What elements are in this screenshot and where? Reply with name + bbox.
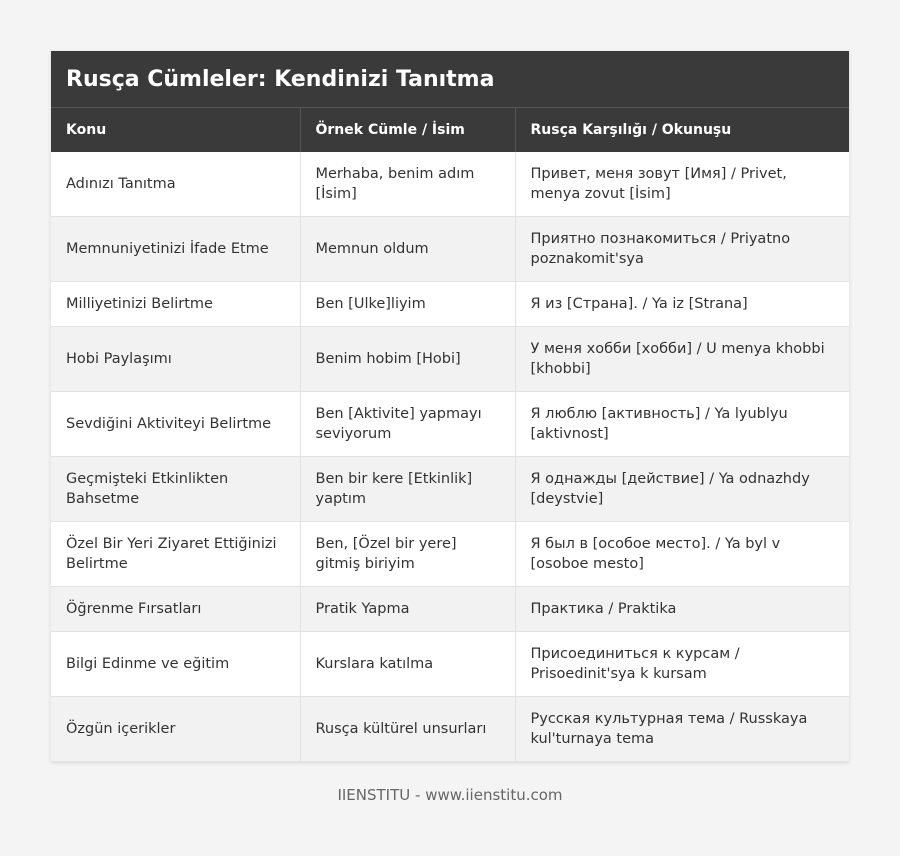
column-header-topic: Konu (51, 108, 300, 152)
cell-russian: Я люблю [активность] / Ya lyublyu [aktivnost] (515, 392, 849, 457)
cell-topic: Özel Bir Yeri Ziyaret Ettiğinizi Belirtme (51, 522, 300, 587)
table-row (51, 392, 849, 457)
cell-russian: Я был в [особое место]. / Ya byl v [osoboe mesto] (515, 522, 849, 587)
cell-example: Memnun oldum (300, 217, 515, 282)
cell-russian: Привет, меня зовут [Имя] / Privet, menya zovut [İsim] (515, 152, 849, 217)
cell-russian: Присоединиться к курсам / Prisoedinit'sya k kursam (515, 632, 849, 697)
cell-russian: Практика / Praktika (515, 587, 849, 632)
cell-russian: У меня хобби [хобби] / U menya khobbi [khobbi] (515, 327, 849, 392)
cell-topic: Milliyetinizi Belirtme (51, 282, 300, 327)
footer-credit: IIENSTITU - www.iienstitu.com (337, 786, 563, 804)
cell-russian: Я из [Страна]. / Ya iz [Strana] (515, 282, 849, 327)
cell-russian: Приятно познакомиться / Priyatno poznakomit'sya (515, 217, 849, 282)
cell-topic: Özgün içerikler (51, 697, 300, 762)
cell-example: Pratik Yapma (300, 587, 515, 632)
cell-example: Ben, [Özel bir yere] gitmiş biriyim (300, 522, 515, 587)
header-row (51, 108, 849, 152)
table-row (51, 217, 849, 282)
cell-example: Merhaba, benim adım [İsim] (300, 152, 515, 217)
cell-russian: Русская культурная тема / Russkaya kul'turnaya tema (515, 697, 849, 762)
cell-example: Ben bir kere [Etkinlik] yaptım (300, 457, 515, 522)
cell-topic: Geçmişteki Etkinlikten Bahsetme (51, 457, 300, 522)
cell-topic: Öğrenme Fırsatları (51, 587, 300, 632)
table-row (51, 282, 849, 327)
table-row (51, 457, 849, 522)
cell-example: Ben [Aktivite] yapmayı seviyorum (300, 392, 515, 457)
table-row (51, 697, 849, 762)
cell-topic: Adınızı Tanıtma (51, 152, 300, 217)
table-title: Rusça Cümleler: Kendinizi Tanıtma (51, 51, 849, 108)
cell-topic: Sevdiğini Aktiviteyi Belirtme (51, 392, 300, 457)
table-row (51, 152, 849, 217)
table-row (51, 632, 849, 697)
cell-russian: Я однажды [действие] / Ya odnazhdy [deystvie] (515, 457, 849, 522)
cell-example: Kurslara katılma (300, 632, 515, 697)
cell-example: Benim hobim [Hobi] (300, 327, 515, 392)
cell-example: Rusça kültürel unsurları (300, 697, 515, 762)
table-row (51, 587, 849, 632)
cell-example: Ben [Ulke]liyim (300, 282, 515, 327)
cell-topic: Bilgi Edinme ve eğitim (51, 632, 300, 697)
phrase-table (51, 108, 849, 762)
column-header-example: Örnek Cümle / İsim (300, 108, 515, 152)
table-row (51, 327, 849, 392)
cell-topic: Memnuniyetinizi İfade Etme (51, 217, 300, 282)
column-header-russian: Rusça Karşılığı / Okunuşu (515, 108, 849, 152)
phrase-table-card (51, 51, 849, 762)
table-row (51, 522, 849, 587)
cell-topic: Hobi Paylaşımı (51, 327, 300, 392)
